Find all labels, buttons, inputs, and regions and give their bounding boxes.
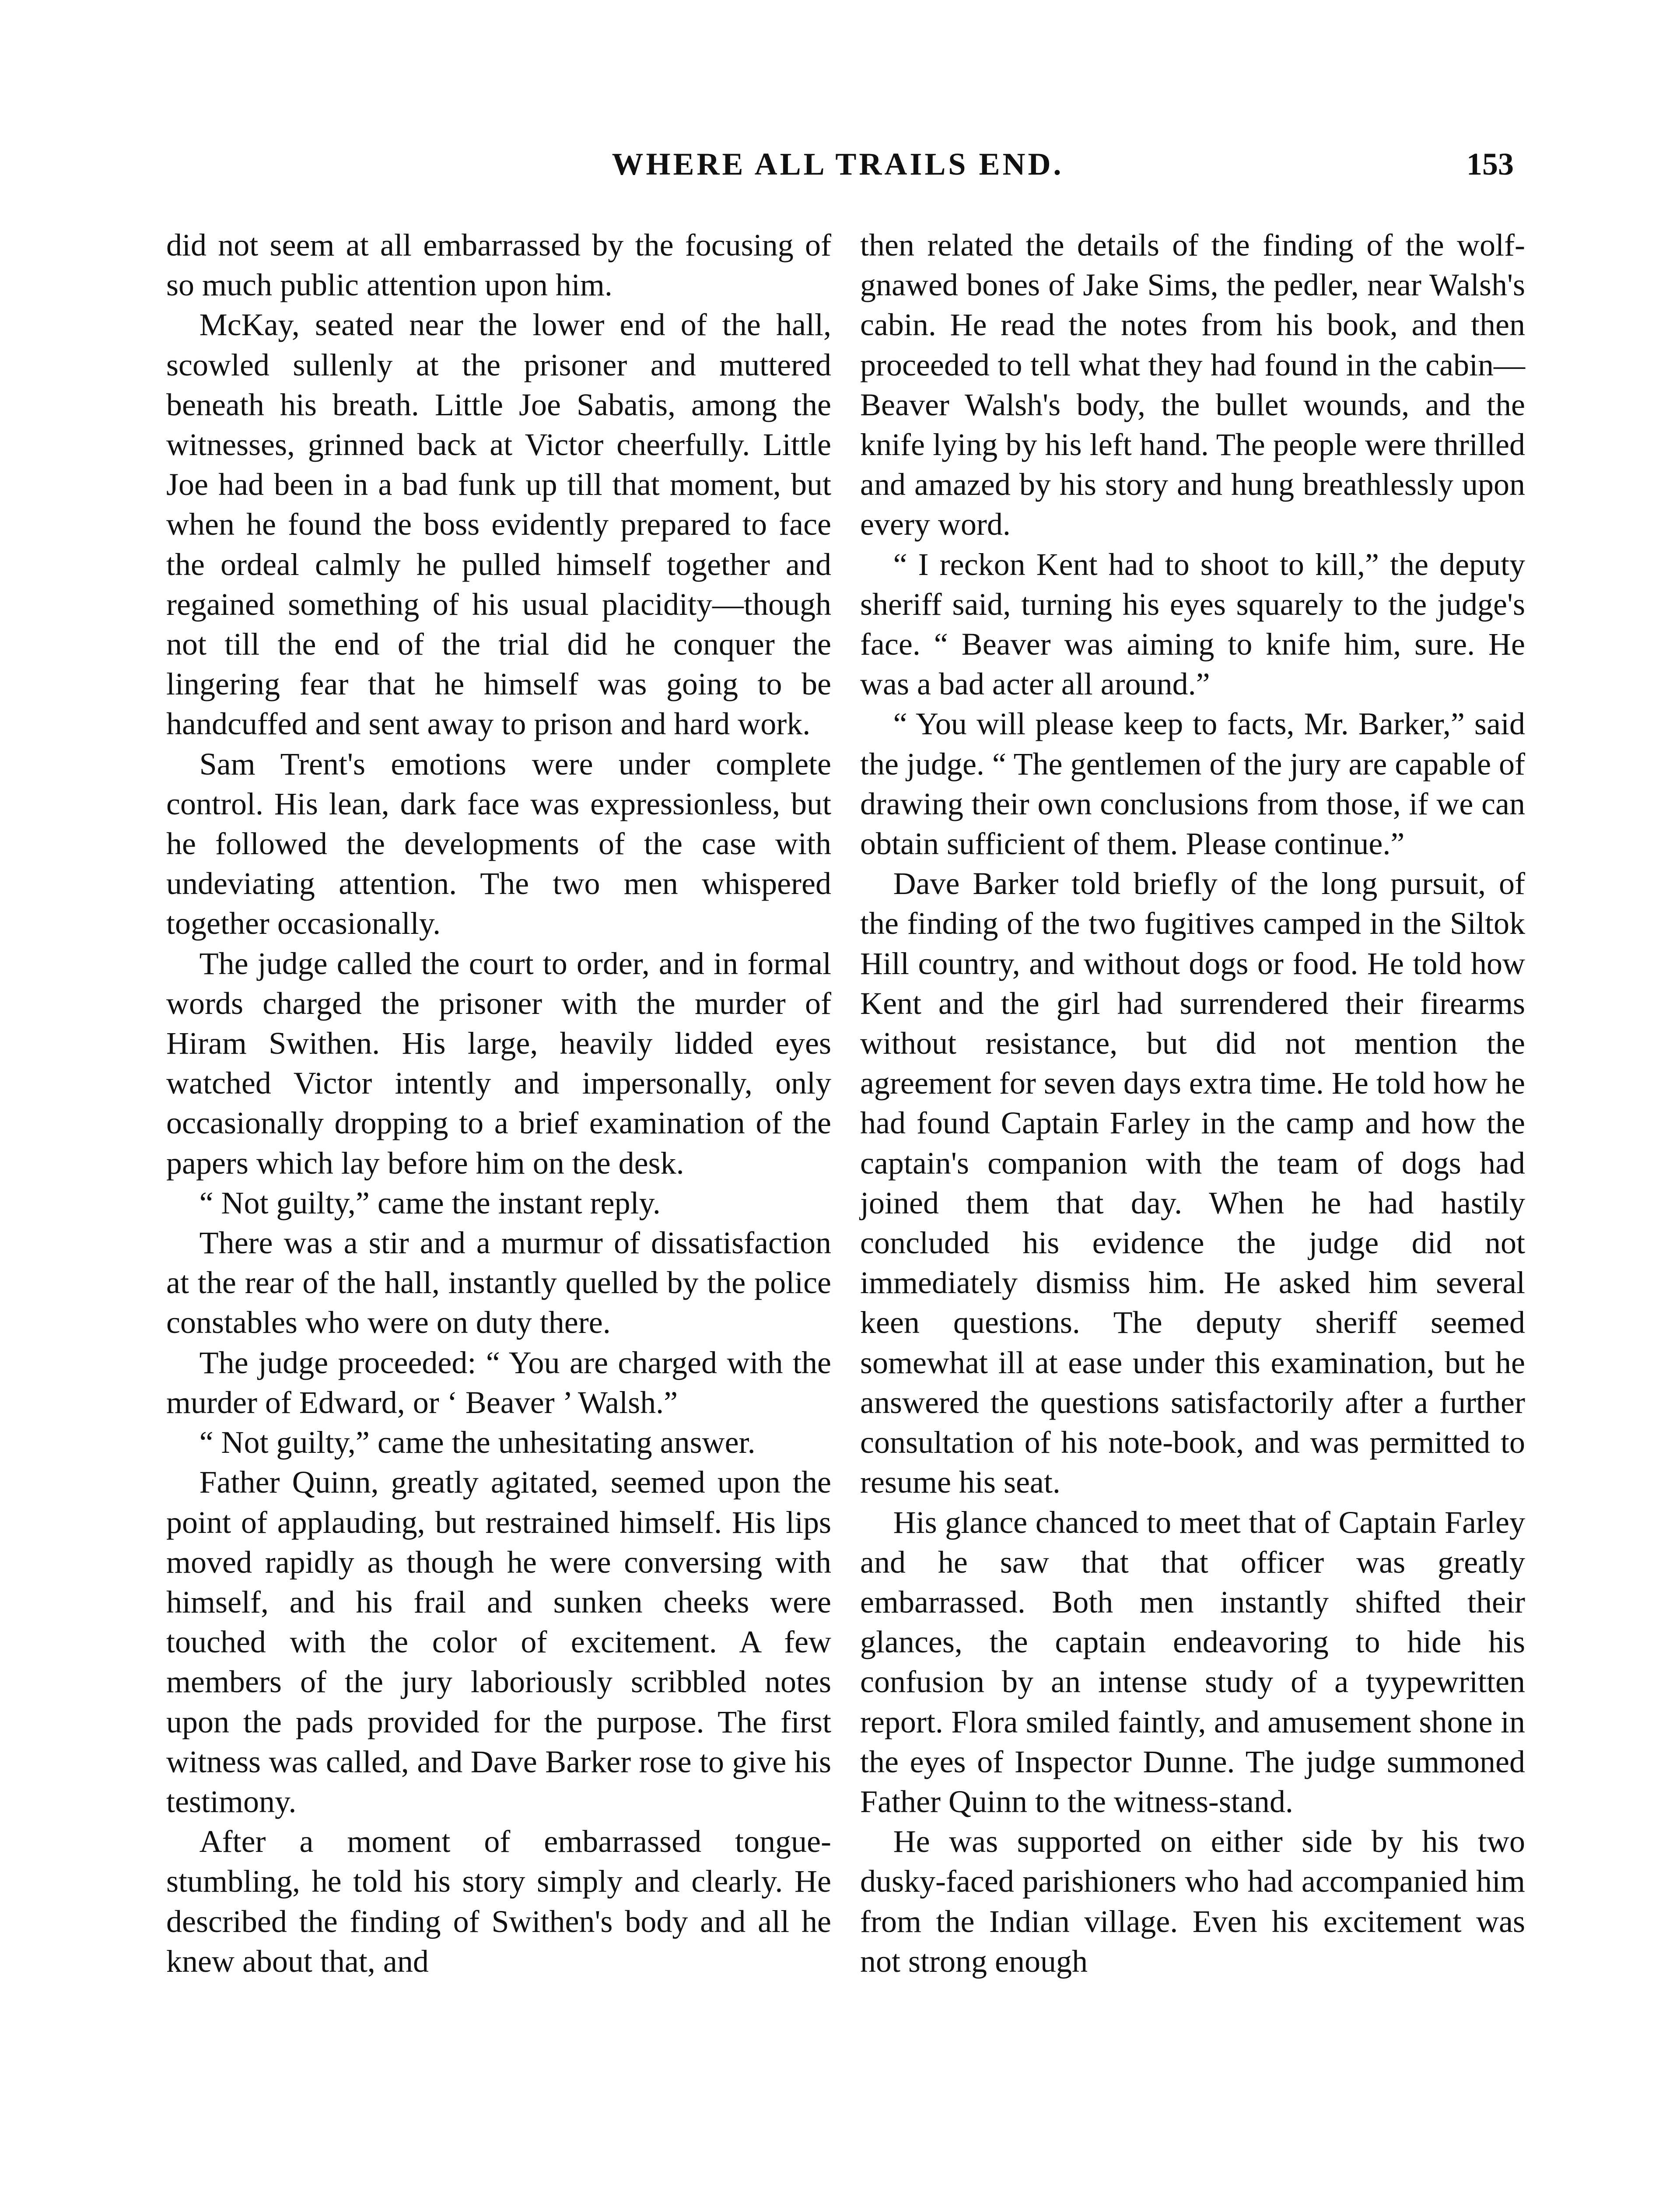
paragraph: “ Not guilty,” came the unhesitating answer. <box>199 1425 756 1460</box>
paragraph: then related the details of the finding of the wolf-gnawed bones of Jake Sims, the pedler, near Walsh's cabin. He read the notes from his book, and then proceeded to tell what they had found in the cabin—Beaver Walsh's body, the bullet wounds, and the knife lying by his left hand. The people were thrilled and amazed by his story and hung breathlessly upon every word. <box>860 228 1525 542</box>
paragraph: After a moment of embarrassed tongue-stumbling, he told his story simply and clearly. He described the finding of Swithen's body and all he knew about that, and <box>166 1824 831 1979</box>
left-column <box>166 225 831 1981</box>
paragraph: The judge proceeded: “ You are charged with the murder of Edward, or ‘ Beaver ’ Walsh.” <box>166 1345 831 1420</box>
paragraph: His glance chanced to meet that of Captain Farley and he saw that that officer was greatly embarrassed. Both men instantly shifted their glances, the captain endeavoring to hide his confusion by an intense study of a tyypewritten report. Flora smiled faintly, and amusement shone in the eyes of Inspector Dunne. The judge summoned Father Quinn to the witness-stand. <box>860 1504 1525 1819</box>
paragraph: Father Quinn, greatly agitated, seemed upon the point of applauding, but restrained himself. His lips moved rapidly as though he were conversing with himself, and his frail and sunken cheeks were touched with the color of excitement. A few members of the jury laboriously scribbled notes upon the pads provided for the purpose. The first witness was called, and Dave Barker rose to give his testimony. <box>166 1465 831 1819</box>
page-number: 153 <box>1466 147 1514 182</box>
right-column <box>860 225 1525 1981</box>
paragraph: McKay, seated near the lower end of the hall, scowled sullenly at the prisoner and muttered beneath his breath. Little Joe Sabatis, among the witnesses, grinned back at Victor cheerfully. Little Joe had been in a bad funk up till that moment, but when he found the boss evidently prepared to face the ordeal calmly he pulled himself together and regained something of his usual placidity—though not till the end of the trial did he conquer the lingering fear that he himself was going to be handcuffed and sent away to prison and hard work. <box>166 307 831 742</box>
paragraph: Sam Trent's emotions were under complete control. His lean, dark face was expressionless, but he followed the developments of the case with undeviating attention. The two men whispered together occasionally. <box>166 746 831 941</box>
running-header <box>162 140 1514 188</box>
paragraph: Dave Barker told briefly of the long pursuit, of the finding of the two fugitives camped in the Siltok Hill country, and without dogs or food. He told how Kent and the girl had surrendered their firearms without resistance, but did not mention the agreement for seven days extra time. He told how he had found Captain Farley in the camp and how the captain's companion with the team of dogs had joined them that day. When he had hastily concluded his evidence the judge did not immediately dismiss him. He asked him several keen questions. The deputy sheriff seemed somewhat ill at ease under this examination, but he answered the questions satisfactorily after a further consultation of his note-book, and was permitted to resume his seat. <box>860 866 1525 1500</box>
paragraph: “ I reckon Kent had to shoot to kill,” the deputy sheriff said, turning his eyes squarely to the judge's face. “ Beaver was aiming to knife him, sure. He was a bad acter all around.” <box>860 547 1525 702</box>
running-title: WHERE ALL TRAILS END. <box>612 147 1064 182</box>
paragraph: “ You will please keep to facts, Mr. Barker,” said the judge. “ The gentlemen of the jury are capable of drawing their own conclusions from those, if we can obtain sufficient of them. Please continue.” <box>860 706 1526 862</box>
paragraph: The judge called the court to order, and in formal words charged the prisoner with the murder of Hiram Swithen. His large, heavily lidded eyes watched Victor intently and impersonally, only occasionally dropping to a brief examination of the papers which lay before him on the desk. <box>166 946 831 1181</box>
paragraph: did not seem at all embarrassed by the focusing of so much public attention upon him. <box>166 228 831 303</box>
paragraph: “ Not guilty,” came the instant reply. <box>199 1185 661 1220</box>
paragraph: He was supported on either side by his two dusky-faced parishioners who had accompanied him from the Indian village. Even his excitement was not strong enough <box>860 1824 1525 1979</box>
paragraph: There was a stir and a murmur of dissatisfaction at the rear of the hall, instantly quelled by the police constables who were on duty there. <box>166 1225 831 1340</box>
